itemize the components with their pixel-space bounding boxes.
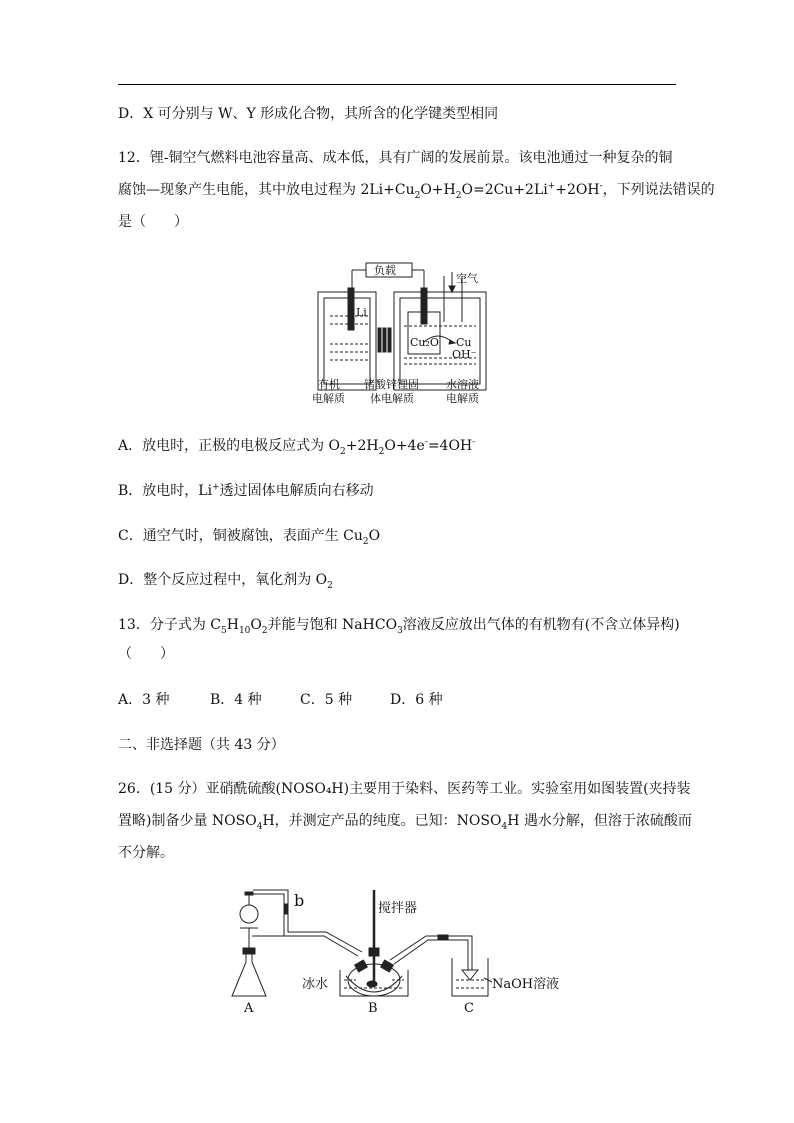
section2-title: 二、非选择题（共 43 分） — [118, 737, 285, 753]
q26-line3: 不分解。 — [118, 845, 174, 861]
flask-a — [232, 954, 266, 996]
q12-option-c: C．通空气时，铜被腐蚀，表面产生 $Cu_2O$ — [118, 528, 381, 547]
label-organic-2: 电解质 — [312, 392, 345, 405]
battery-diagram — [312, 260, 502, 408]
q12-stem-line3: 是（ ） — [118, 214, 188, 230]
q13-option-c: C．5 种 — [300, 692, 353, 708]
li-label: Li — [356, 306, 367, 319]
cu2o-label: Cu₂O — [410, 336, 439, 349]
q12-option-a: A．放电时，正极的电极反应式为 $O_2+2H_2O+4e^-=4OH^-$ — [118, 437, 476, 457]
dropping-funnel — [240, 905, 258, 923]
left-cell — [318, 292, 376, 390]
q26-line1: 26．(15 分）亚硝酰硫酸(NOSO₄H)主要用于染料、医药等工业。实验室用如图装置(夹持装 — [118, 781, 691, 797]
solid-electrolyte — [378, 328, 381, 352]
q12-stem-line1: 12．锂-铜空气燃料电池容量高、成本低，具有广阔的发展前景。该电池通过一种复杂的铜 — [118, 150, 673, 166]
label-solid-1: 锗酸锌锂固 — [364, 378, 419, 391]
label-C: C — [464, 1001, 474, 1016]
q12-option-d: D．整个反应过程中，氧化剂为 $O_2$ — [118, 572, 333, 591]
air-label: 空气 — [456, 272, 478, 285]
label-A: A — [244, 1001, 254, 1016]
beaker-c — [452, 958, 488, 996]
q13-options — [118, 691, 443, 709]
q11-option-d: D．X 可分别与 W、Y 形成化合物，其所含的化学键类型相同 — [118, 106, 499, 122]
label-stirrer: 搅拌器 — [378, 901, 418, 916]
label-aqueous-2: 电解质 — [446, 392, 479, 405]
q12-option-b: B．放电时，Li+透过固体电解质向右移动 — [118, 482, 374, 499]
load-label: 负载 — [374, 264, 396, 277]
q13-stem-line2: （ ） — [118, 646, 174, 662]
cu-electrode — [421, 288, 427, 324]
header-rule — [118, 84, 676, 85]
q13-option-b: B．4 种 — [210, 692, 262, 708]
oh-label: OH⁻ — [452, 348, 477, 361]
cu-label: Cu — [456, 336, 472, 349]
label-B: B — [368, 1001, 378, 1016]
label-solid-2: 体电解质 — [370, 392, 414, 405]
q13-stem: 13．分子式为 $C_5H_{10}O_2$并能与饱和 NaHCO$_3$溶液反应放出气体的有机物有(不含立体异构) — [118, 617, 680, 636]
label-b-tube: b — [294, 891, 305, 910]
label-organic-1: 有机 — [318, 378, 340, 391]
q13-option-d: D．6 种 — [390, 692, 443, 708]
label-ice-water: 冰水 — [302, 977, 329, 992]
label-naoh: NaOH溶液 — [492, 977, 560, 992]
apparatus-diagram — [226, 884, 586, 1016]
label-aqueous-1: 水溶液 — [446, 378, 479, 391]
q13-option-a: A．3 种 — [118, 692, 170, 708]
q12-stem-line2: 腐蚀—现象产生电能，其中放电过程为 $2Li+Cu_2O+H_2O=2Cu+2Li^++2OH^-$，下列说法错误的 — [118, 181, 715, 201]
q26-line2: 置略)制备少量 $NOSO_4H$，并测定产品的纯度。已知：$NOSO_4H$ 遇水分解，但溶于浓硫酸而 — [118, 813, 692, 832]
